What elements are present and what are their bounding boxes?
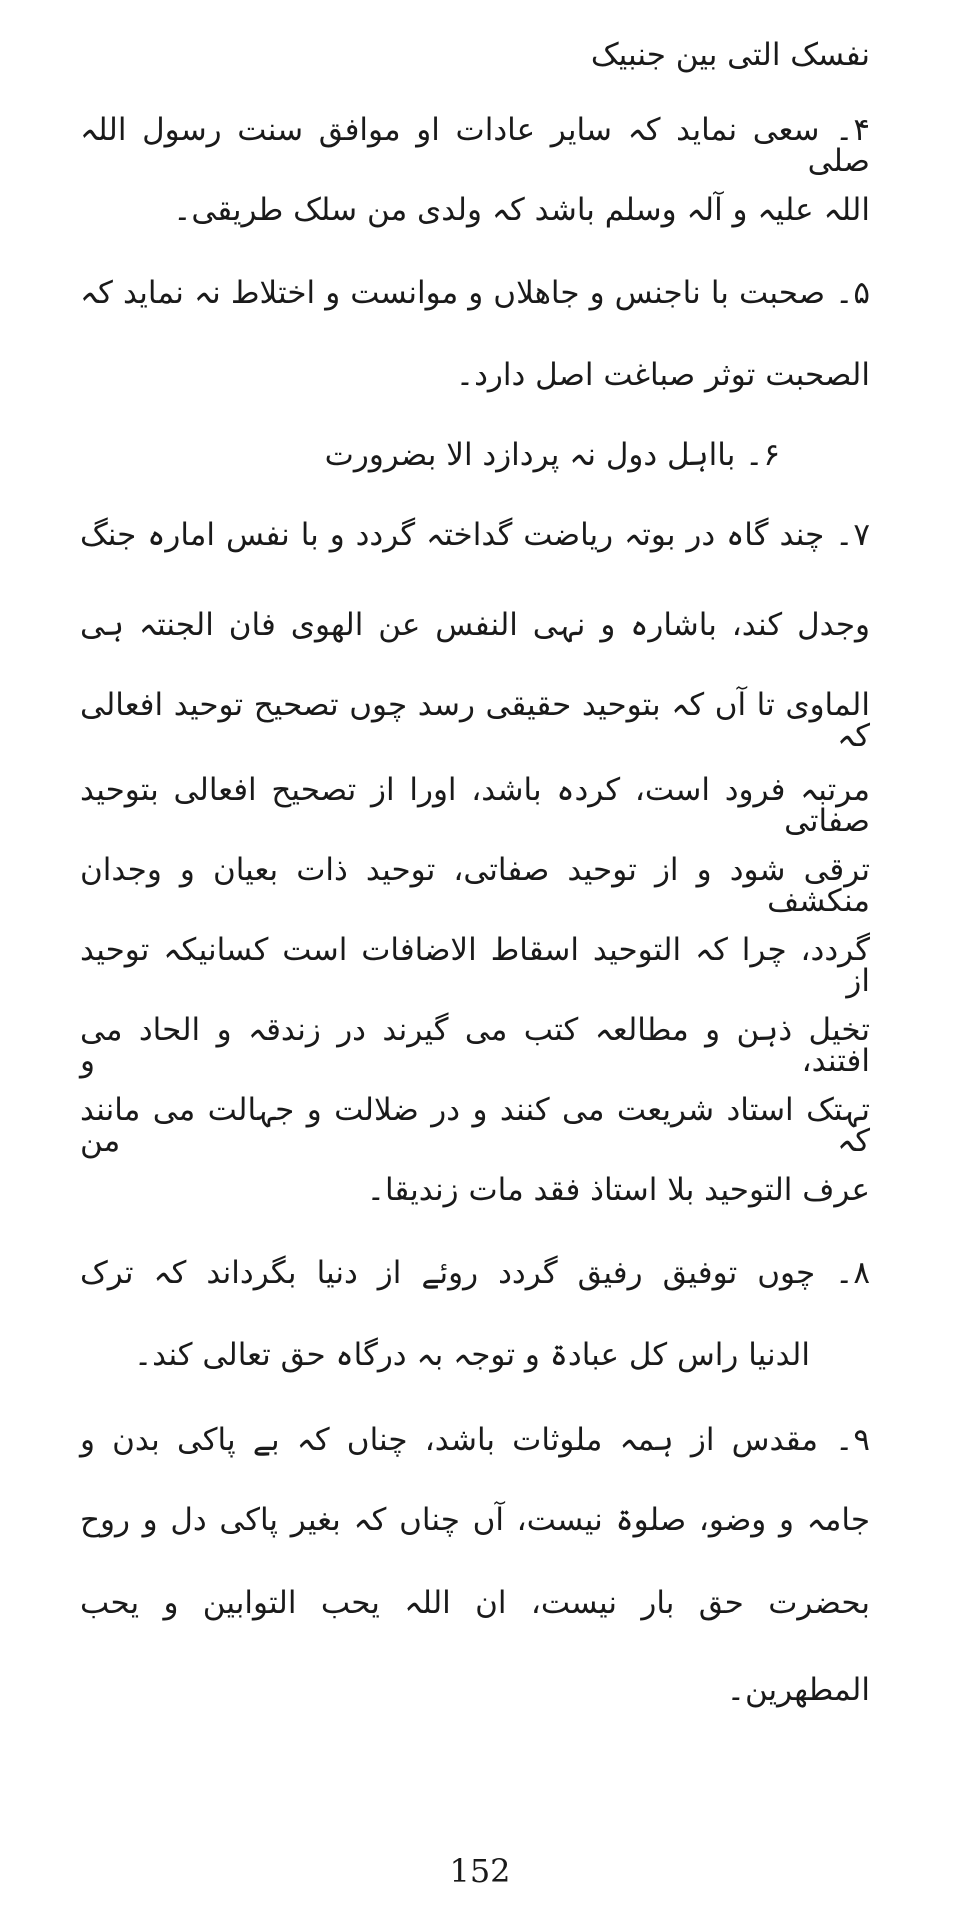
text-line: بحضرت حق بار نیست، ان اللہ یحب التوابین و یحب [80, 1585, 870, 1621]
text-line: گردد، چرا کہ التوحید اسقاط الاضافات است کسانیکہ توحید از [80, 932, 870, 999]
page-number: 152 [449, 1852, 511, 1890]
text-line: ۶۔ بااہل دول نہ پردازد الا بضرورت [324, 437, 780, 473]
text-line: جامہ و وضو، صلوۃ نیست، آں چناں کہ بغیر پاکی دل و روح [80, 1502, 870, 1538]
text-line: اللہ علیہ و آلہ وسلم باشد کہ ولدی من سلک طریقی۔ [173, 192, 870, 228]
text-line: الدنیا راس کل عبادۃ و توجہ بہ درگاہ حق تعالی کند۔ [134, 1337, 810, 1373]
text-line: ۴۔ سعی نماید کہ سایر عادات او موافق سنت رسول اللہ صلی [80, 112, 870, 179]
text-line: وجدل کند، باشارہ و نہی النفس عن الھوی فان الجنتہ ہی [80, 607, 870, 643]
text-line: نفسک التی بین جنبیک [590, 37, 870, 73]
text-line: ۹۔ مقدس از ہمہ ملوثات باشد، چناں کہ بے پاکی بدن و [80, 1422, 870, 1458]
text-line: مرتبہ فرود است، کردہ باشد، اورا از تصحیح افعالی بتوحید صفاتی [80, 772, 870, 839]
text-line: ۵۔ صحبت با ناجنس و جاھلاں و موانست و اختلاط نہ نماید کہ [80, 275, 870, 311]
text-line: ترقی شود و از توحید صفاتی، توحید ذات بعیان و وجدان منکشف [80, 852, 870, 919]
text-line: ۷۔ چند گاہ در بوتہ ریاضت گداختہ گردد و با نفس امارہ جنگ [80, 517, 870, 553]
text-line: الصحبت توثر صباغت اصل دارد۔ [455, 357, 870, 393]
text-line: عرف التوحید بلا استاذ فقد مات زندیقا۔ [366, 1172, 870, 1208]
text-line: الماوی تا آں کہ بتوحید حقیقی رسد چوں تصحیح توحید افعالی کہ [80, 687, 870, 754]
text-line: تہتک استاد شریعت می کنند و در ضلالت و جہالت می مانند کہ من [80, 1092, 870, 1159]
text-line: تخیل ذہن و مطالعہ کتب می گیرند در زندقہ و الحاد می افتند، و [80, 1012, 870, 1079]
text-line: المطھرین۔ [726, 1672, 870, 1708]
text-line: ۸۔ چوں توفیق رفیق گردد روئے از دنیا بگرداند کہ ترک [80, 1255, 870, 1291]
